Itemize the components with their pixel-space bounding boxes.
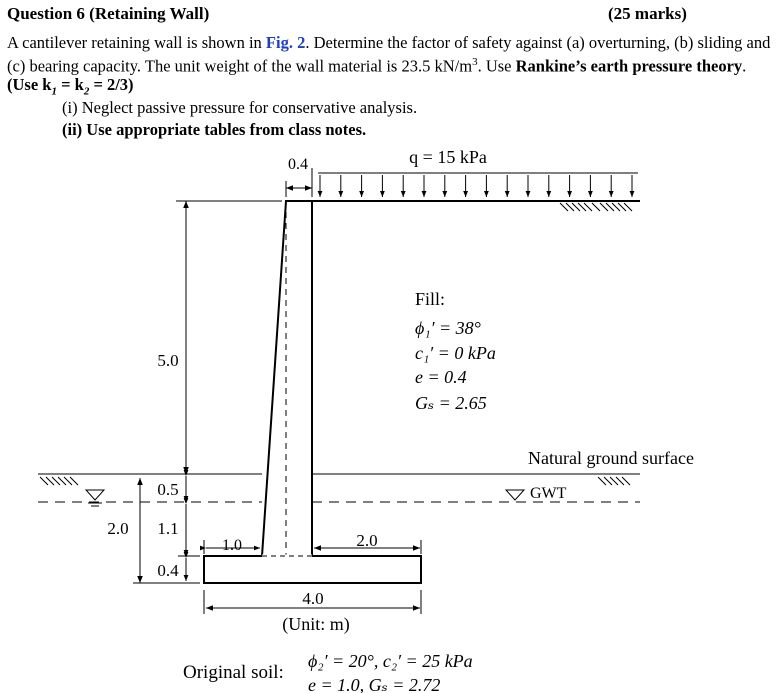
depth-2-0-label: 2.0: [107, 519, 129, 538]
fill-phi: ϕ₁′ = 38°: [415, 318, 481, 338]
original-soil-strength: ϕ₂′ = 20°, c₂′ = 25 kPa: [308, 651, 473, 671]
heel-label: 2.0: [356, 531, 378, 550]
gwt-right-symbol: [506, 490, 524, 500]
note-passive: (i) Neglect passive pressure for conservative analysis.: [62, 98, 418, 117]
fill-specific-gravity: Gₛ = 2.65: [415, 393, 487, 413]
depth-1-1-label: 1.1: [157, 519, 179, 538]
ground-hatch-left: [40, 477, 78, 485]
question-title: Question 6 (Retaining Wall): [7, 4, 210, 23]
stem-width-label: 0.4: [288, 156, 308, 173]
base-width-label: 4.0: [302, 589, 324, 608]
wall-height-label: 5.0: [157, 351, 179, 370]
problem-statement: A cantilever retaining wall is shown in Fig. 2. Determine the factor of safety against (a) overturning, (b) sliding and (c) bearing capacity. The unit weight of the wall material is 23.5 $kN/m^3$. Use Rankine’s earth pressure theory. (Use $k_1 = k_2 = 2/3$): [7, 33, 771, 97]
toe-label: 1.0: [222, 537, 242, 554]
depth-0-4-label: 0.4: [157, 561, 179, 580]
gwt-left-symbol: [86, 490, 104, 500]
original-soil-label: Original soil:: [183, 662, 284, 683]
original-soil-index: e = 1.0, Gₛ = 2.72: [308, 675, 441, 693]
wall-base: [204, 556, 421, 583]
note-tables: (ii) Use appropriate tables from class notes.: [62, 120, 367, 139]
fill-cohesion: c₁′ = 0 kPa: [415, 343, 496, 363]
gwt-label: GWT: [530, 485, 567, 502]
natural-ground-label: Natural ground surface: [528, 448, 694, 468]
surcharge-label: q = 15 kPa: [409, 147, 487, 167]
k-note: (Use $k_1 = k_2 = 2/3$): [7, 74, 134, 97]
surcharge-arrows: [320, 175, 632, 197]
fill-title: Fill:: [415, 289, 446, 309]
wall-stem: [262, 201, 312, 556]
unit-label: (Unit: m): [282, 614, 350, 634]
depth-0-5-label: 0.5: [157, 480, 179, 499]
ground-hatch-right: [598, 477, 630, 485]
figure-reference: Fig. 2: [265, 33, 306, 52]
fill-void-ratio: e = 0.4: [415, 367, 467, 387]
marks-label: (25 marks): [608, 4, 687, 23]
ground-hatch-top: [560, 203, 632, 211]
rankine-theory: Rankine’s earth pressure theory: [515, 56, 743, 75]
